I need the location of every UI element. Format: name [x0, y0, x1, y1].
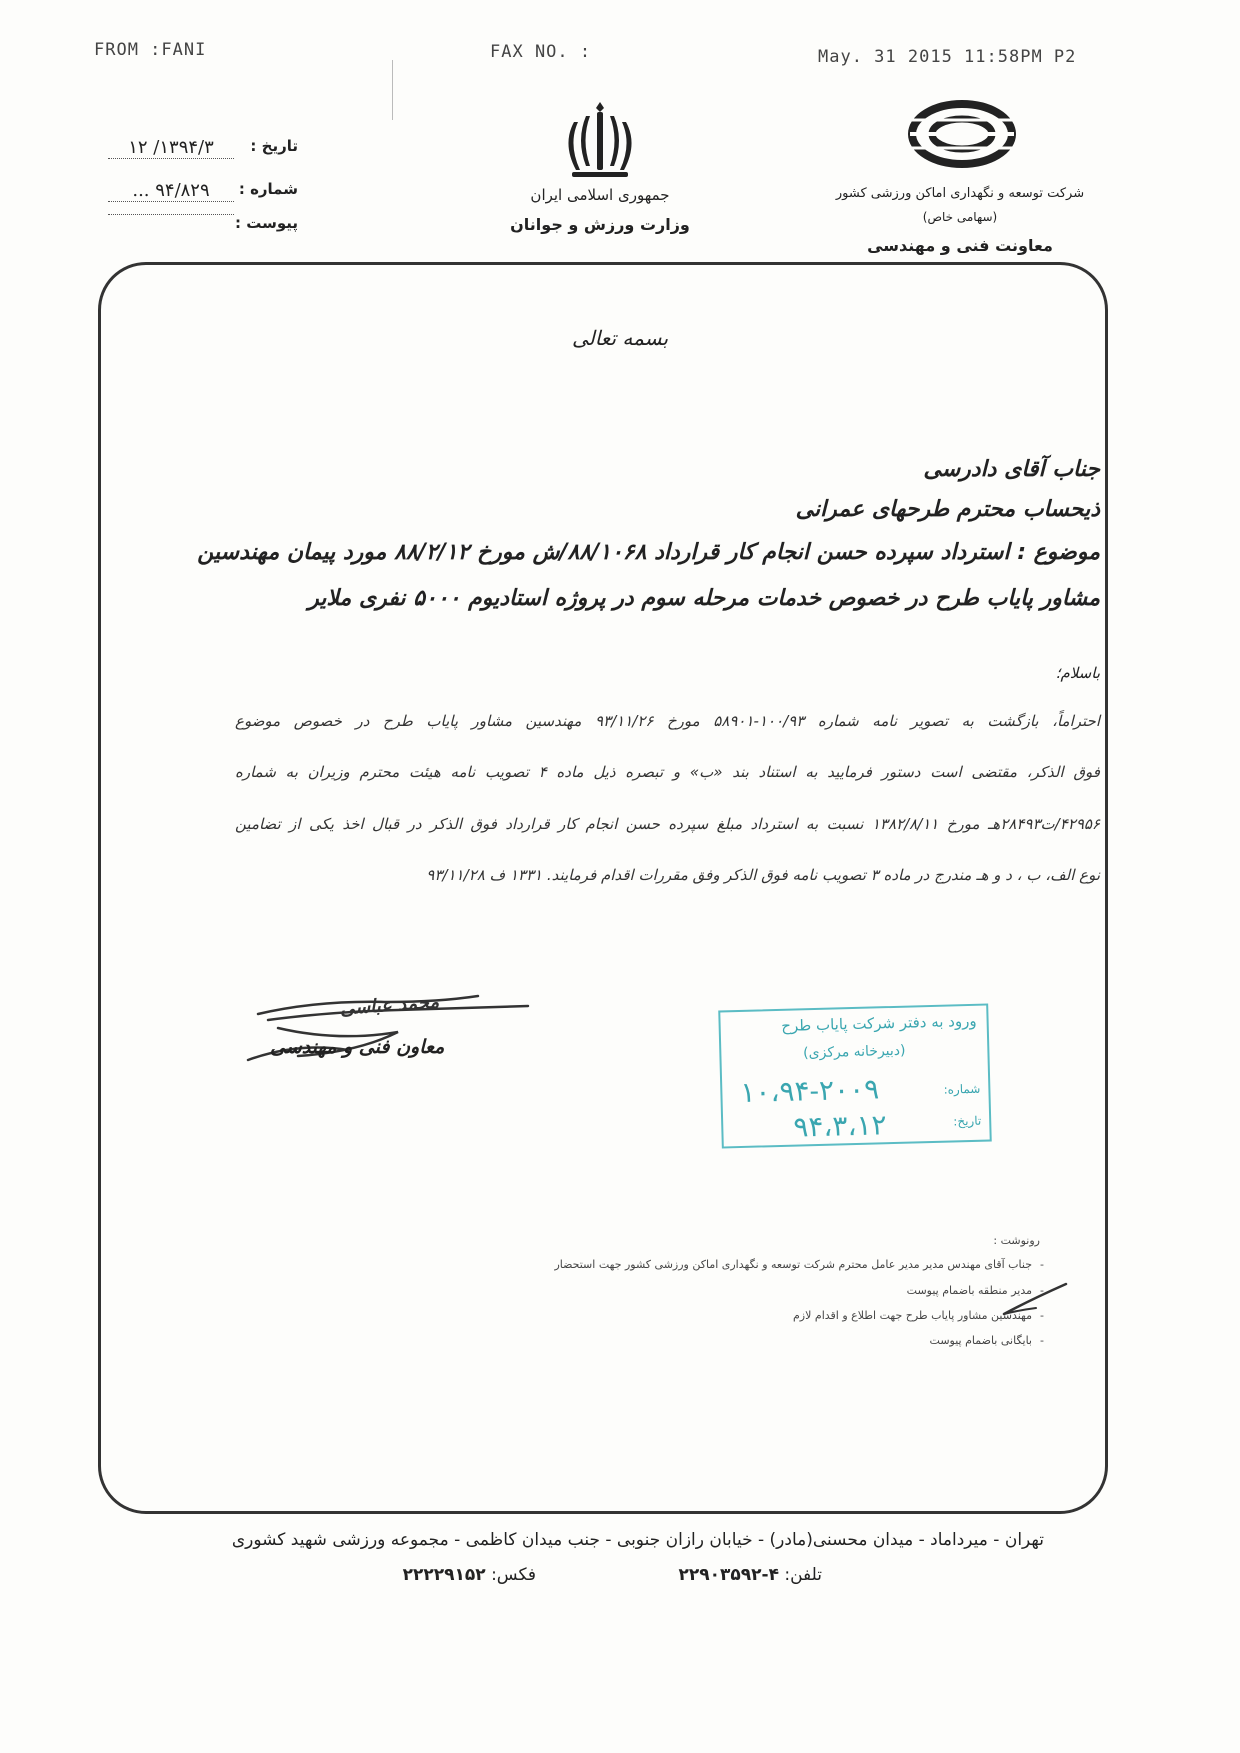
- footer-telephone: [678, 1565, 822, 1585]
- fax-from-label: FROM :FANI: [94, 40, 207, 60]
- copy-dash: -: [1040, 1309, 1044, 1322]
- handwritten-mark-icon: [1000, 1280, 1070, 1320]
- body-line: ۴۲۹۵۶/ت۲۸۴۹۳هـ مورخ ۱۳۸۲/۸/۱۱ نسبت به استرداد مبلغ سپرده حسن انجام کار قرارداد فوق الذکر در قبال اخذ یکی از تضامین: [235, 815, 1100, 833]
- copy-dash: -: [1040, 1334, 1044, 1347]
- country-name: جمهوری اسلامی ایران: [530, 186, 670, 204]
- iran-emblem-icon: [560, 100, 640, 182]
- body-line: نوع الف، ب ، د و هـ مندرج در ماده ۳ تصویب نامه فوق الذکر وفق مقررات اقدام فرمایند. ۱۳۳۱ ف ۹۳/۱۱/۲۸: [426, 866, 1100, 884]
- bismillah: بسمه تعالی: [571, 326, 669, 350]
- footer-address: تهران - میرداماد - میدان محسنی(مادر) - خیابان رازان جنوبی - جنب میدان کاظمی - مجموعه ورزشی شهید کشوری: [231, 1530, 1044, 1550]
- fax-number-label: FAX NO. :: [490, 42, 592, 62]
- company-name: شرکت توسعه و نگهداری اماکن ورزشی کشور: [835, 186, 1085, 201]
- addressee-title: ذیحساب محترم طرحهای عمرانی: [795, 497, 1100, 522]
- received-stamp: [718, 1003, 992, 1148]
- date-value: ۱۳۹۴/۳/ ۱۲: [108, 137, 234, 159]
- copy-recipient: مهندسین مشاور پایاب طرح جهت اطلاع و اقدام لازم: [793, 1309, 1032, 1322]
- copy-dash: -: [1040, 1258, 1044, 1271]
- stamp-number-label: شماره:: [943, 1081, 981, 1097]
- attachment-label: پیوست :: [234, 214, 298, 232]
- department-name: معاونت فنی و مهندسی: [867, 236, 1053, 255]
- fax-datetime: May. 31 2015 11:58PM P2: [818, 47, 1077, 67]
- subject-line-2: مشاور پایاب طرح در خصوص خدمات مرحله سوم در پروژه استادیوم ۵۰۰۰ نفری ملایر: [308, 586, 1100, 611]
- stamp-number-value: ۱۰،۹۴-۲۰۰۹: [739, 1072, 880, 1110]
- telephone-value: ۴-۲۲۹۰۳۵۹۲: [678, 1565, 779, 1585]
- greeting: باسلام؛: [1055, 664, 1100, 682]
- body-line: احتراماً، بازگشت به تصویر نامه شماره ۱۰۰/۹۳-۵۸۹۰۱ مورخ ۹۳/۱۱/۲۶ مهندسین مشاور پایاب طرح در خصوص موضوع: [235, 712, 1100, 730]
- copy-dash: -: [1040, 1284, 1044, 1297]
- copy-recipient: جناب آقای مهندس مدیر مدیر عامل محترم شرکت توسعه و نگهداری اماکن ورزشی کشور جهت استحضار: [554, 1258, 1032, 1271]
- subject-line-1: موضوع : استرداد سپرده حسن انجام کار قرارداد ۸۸/۱۰۶۸/ش مورخ ۸۸/۲/۱۲ مورد پیمان مهندسین: [197, 540, 1100, 565]
- attachment-row: [108, 214, 298, 240]
- stamp-date-value: ۹۴،۳،۱۲: [792, 1108, 887, 1144]
- number-value: ۹۴/۸۲۹ ...: [108, 180, 234, 202]
- copies-heading: رونوشت :: [993, 1234, 1040, 1247]
- fax-value: ۲۲۲۲۹۱۵۲: [402, 1565, 486, 1585]
- letter-frame: [98, 262, 1108, 1514]
- footer-fax: [403, 1565, 536, 1585]
- body-line: فوق الذکر، مقتضی است دستور فرمایید به استناد بند «ب» و تبصره ذیل ماده ۴ تصویب نامه هیئت محترم وزیران به شماره: [235, 763, 1100, 781]
- addressee: جناب آقای دادرسی: [923, 457, 1100, 482]
- number-row: [108, 180, 298, 206]
- copy-recipient: مدیر منطقه باضمام پیوست: [906, 1284, 1032, 1297]
- telephone-label: تلفن:: [784, 1565, 822, 1585]
- stamp-subtitle: (دبیرخانه مرکزی): [802, 1042, 906, 1062]
- fax-label: فکس:: [491, 1565, 536, 1585]
- date-row: [108, 137, 298, 163]
- signer-title: معاون فنی و مهندسی: [270, 1036, 445, 1058]
- stamp-title: ورود به دفتر شرکت پایاب طرح: [781, 1011, 977, 1035]
- attachment-value: [108, 214, 234, 215]
- company-logo-icon: [906, 100, 1018, 168]
- ministry-name: وزارت ورزش و جوانان: [510, 215, 690, 234]
- date-label: تاریخ :: [250, 137, 298, 155]
- signer-name: محمد عباسی: [339, 991, 440, 1020]
- stamp-date-label: تاریخ:: [953, 1113, 982, 1129]
- number-label: شماره :: [238, 180, 298, 198]
- copy-recipient: بایگانی باضمام پیوست: [929, 1334, 1032, 1347]
- company-type: (سهامی خاص): [922, 210, 998, 224]
- fax-artifact-line: [392, 60, 393, 120]
